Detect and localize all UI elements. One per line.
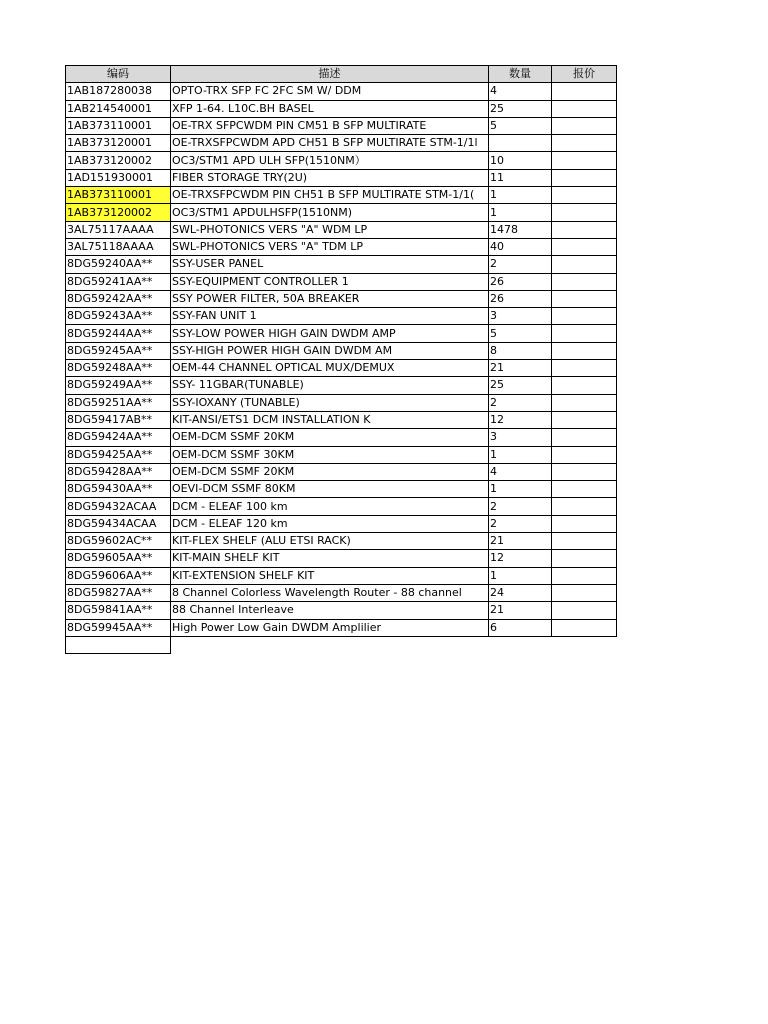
code-cell[interactable]: 8DG59243AA**	[66, 308, 171, 325]
table-row	[66, 394, 617, 411]
desc-cell[interactable]: OE-TRXSFPCWDM APD CH51 B SFP MULTIRATE STM-1/1l	[171, 135, 489, 152]
table-row	[66, 187, 617, 204]
price-cell[interactable]	[552, 169, 617, 186]
code-cell[interactable]: 8DG59424AA**	[66, 429, 171, 446]
desc-cell[interactable]: DCM - ELEAF 100 km	[171, 498, 489, 515]
qty-cell[interactable]: 40	[489, 238, 552, 255]
code-cell[interactable]: 8DG59417AB**	[66, 411, 171, 428]
table-row	[66, 411, 617, 428]
price-cell[interactable]	[552, 117, 617, 134]
desc-cell[interactable]: High Power Low Gain DWDM Amplilier	[171, 619, 489, 636]
qty-cell[interactable]: 10	[489, 152, 552, 169]
qty-cell[interactable]: 1	[489, 204, 552, 221]
header-cell-qty[interactable]: 数量	[489, 66, 552, 83]
price-cell[interactable]	[552, 584, 617, 601]
table-row	[66, 273, 617, 290]
code-cell[interactable]: 8DG59841AA**	[66, 602, 171, 619]
table-row	[66, 152, 617, 169]
table-body	[66, 83, 617, 654]
price-cell[interactable]	[552, 290, 617, 307]
desc-cell[interactable]: FIBER STORAGE TRY(2U)	[171, 169, 489, 186]
code-cell[interactable]: 1AB373120001	[66, 135, 171, 152]
table-row	[66, 550, 617, 567]
qty-cell[interactable]: 11	[489, 169, 552, 186]
price-cell[interactable]	[552, 446, 617, 463]
qty-cell[interactable]: 5	[489, 325, 552, 342]
qty-cell[interactable]: 8	[489, 342, 552, 359]
price-cell[interactable]	[552, 602, 617, 619]
desc-cell[interactable]: KIT-EXTENSION SHELF KIT	[171, 567, 489, 584]
qty-cell[interactable]: 1478	[489, 221, 552, 238]
code-cell[interactable]: 8DG59606AA**	[66, 567, 171, 584]
table-row	[66, 498, 617, 515]
qty-cell[interactable]: 1	[489, 446, 552, 463]
price-cell[interactable]	[552, 394, 617, 411]
table-row	[66, 567, 617, 584]
table-row	[66, 342, 617, 359]
header-cell-price[interactable]: 报价	[552, 66, 617, 83]
code-cell[interactable]: 8DG59605AA**	[66, 550, 171, 567]
desc-cell[interactable]: OE-TRX SFPCWDM PIN CM51 B SFP MULTIRATE	[171, 117, 489, 134]
code-cell[interactable]: 8DG59430AA**	[66, 481, 171, 498]
qty-cell[interactable]: 5	[489, 117, 552, 134]
code-cell[interactable]: 8DG59244AA**	[66, 325, 171, 342]
price-cell[interactable]	[552, 533, 617, 550]
price-cell[interactable]	[552, 377, 617, 394]
price-cell[interactable]	[552, 619, 617, 636]
code-cell[interactable]: 1AB373120002	[66, 204, 171, 221]
header-cell-code[interactable]: 编码	[66, 66, 171, 83]
table-row	[66, 602, 617, 619]
desc-cell[interactable]: KIT-ANSI/ETS1 DCM INSTALLATION K	[171, 411, 489, 428]
price-cell[interactable]	[552, 187, 617, 204]
code-cell[interactable]: 8DG59249AA**	[66, 377, 171, 394]
qty-cell[interactable]: 3	[489, 308, 552, 325]
price-cell[interactable]	[552, 273, 617, 290]
qty-cell[interactable]: 4	[489, 463, 552, 480]
spreadsheet-table	[65, 65, 617, 654]
table-row	[66, 584, 617, 601]
qty-cell[interactable]: 2	[489, 498, 552, 515]
code-cell[interactable]: 1AD151930001	[66, 169, 171, 186]
desc-cell[interactable]: OEM-DCM SSMF 30KM	[171, 446, 489, 463]
code-cell[interactable]: 1AB373110001	[66, 187, 171, 204]
code-cell[interactable]: 8DG59602AC**	[66, 533, 171, 550]
table-row	[66, 308, 617, 325]
table-row	[66, 325, 617, 342]
code-cell[interactable]: 8DG59240AA**	[66, 256, 171, 273]
table-row	[66, 100, 617, 117]
table-row	[66, 238, 617, 255]
qty-cell[interactable]: 1	[489, 567, 552, 584]
code-cell[interactable]: 8DG59251AA**	[66, 394, 171, 411]
empty-row	[66, 636, 617, 653]
table-row	[66, 221, 617, 238]
qty-cell[interactable]: 1	[489, 187, 552, 204]
empty-cell-unbordered	[489, 636, 552, 653]
empty-cell-unbordered	[552, 636, 617, 653]
desc-cell[interactable]: SSY-EQUIPMENT CONTROLLER 1	[171, 273, 489, 290]
desc-cell[interactable]: OC3/STM1 APD ULH SFP(1510NM）	[171, 152, 489, 169]
table-row	[66, 117, 617, 134]
table-row	[66, 429, 617, 446]
empty-cell[interactable]	[66, 636, 171, 653]
qty-cell[interactable]	[489, 135, 552, 152]
code-cell[interactable]: 1AB373120002	[66, 152, 171, 169]
table-row	[66, 377, 617, 394]
desc-cell[interactable]: OEM-DCM SSMF 20KM	[171, 429, 489, 446]
price-cell[interactable]	[552, 135, 617, 152]
table-row	[66, 515, 617, 532]
code-cell[interactable]: 8DG59432ACAA	[66, 498, 171, 515]
desc-cell[interactable]: DCM - ELEAF 120 km	[171, 515, 489, 532]
qty-cell[interactable]: 6	[489, 619, 552, 636]
code-cell[interactable]: 3AL75118AAAA	[66, 238, 171, 255]
table-row	[66, 256, 617, 273]
qty-cell[interactable]: 2	[489, 256, 552, 273]
table-row	[66, 446, 617, 463]
table-row	[66, 619, 617, 636]
code-cell[interactable]: 8DG59434ACAA	[66, 515, 171, 532]
code-cell[interactable]: 1AB373110001	[66, 117, 171, 134]
desc-cell[interactable]: OE-TRXSFPCWDM PIN CH51 B SFP MULTIRATE STM-1/1(	[171, 187, 489, 204]
qty-cell[interactable]: 26	[489, 290, 552, 307]
price-cell[interactable]	[552, 238, 617, 255]
qty-cell[interactable]: 21	[489, 602, 552, 619]
desc-cell[interactable]: SWL-PHOTONICS VERS "A" TDM LP	[171, 238, 489, 255]
table-row	[66, 135, 617, 152]
price-cell[interactable]	[552, 325, 617, 342]
code-cell[interactable]: 8DG59425AA**	[66, 446, 171, 463]
desc-cell[interactable]: SSY-LOW POWER HIGH GAIN DWDM AMP	[171, 325, 489, 342]
desc-cell[interactable]: SSY- 11GBAR(TUNABLE)	[171, 377, 489, 394]
desc-cell[interactable]: SSY POWER FILTER, 50A BREAKER	[171, 290, 489, 307]
code-cell[interactable]: 8DG59248AA**	[66, 360, 171, 377]
qty-cell[interactable]: 25	[489, 377, 552, 394]
price-cell[interactable]	[552, 308, 617, 325]
price-cell[interactable]	[552, 83, 617, 100]
qty-cell[interactable]: 1	[489, 481, 552, 498]
qty-cell[interactable]: 25	[489, 100, 552, 117]
desc-cell[interactable]: 8 Channel Colorless Wavelength Router - 88 channel	[171, 584, 489, 601]
qty-cell[interactable]: 26	[489, 273, 552, 290]
price-cell[interactable]	[552, 152, 617, 169]
table-row	[66, 204, 617, 221]
desc-cell[interactable]: OEVI-DCM SSMF 80KM	[171, 481, 489, 498]
desc-cell[interactable]: OEM-DCM SSMF 20KM	[171, 463, 489, 480]
qty-cell[interactable]: 12	[489, 411, 552, 428]
table-row	[66, 83, 617, 100]
qty-cell[interactable]: 24	[489, 584, 552, 601]
qty-cell[interactable]: 2	[489, 515, 552, 532]
code-cell[interactable]: 3AL75117AAAA	[66, 221, 171, 238]
table-row	[66, 360, 617, 377]
table-row	[66, 169, 617, 186]
price-cell[interactable]	[552, 342, 617, 359]
desc-cell[interactable]: SWL-PHOTONICS VERS "A" WDM LP	[171, 221, 489, 238]
qty-cell[interactable]: 21	[489, 360, 552, 377]
code-cell[interactable]: 8DG59245AA**	[66, 342, 171, 359]
code-cell[interactable]: 8DG59945AA**	[66, 619, 171, 636]
desc-cell[interactable]: SSY-USER PANEL	[171, 256, 489, 273]
desc-cell[interactable]: XFP 1-64. L10C.BH BASEL	[171, 100, 489, 117]
header-row	[66, 66, 617, 83]
price-cell[interactable]	[552, 515, 617, 532]
qty-cell[interactable]: 2	[489, 394, 552, 411]
price-cell[interactable]	[552, 550, 617, 567]
desc-cell[interactable]: SSY-FAN UNIT 1	[171, 308, 489, 325]
price-cell[interactable]	[552, 256, 617, 273]
qty-cell[interactable]: 12	[489, 550, 552, 567]
desc-cell[interactable]: KIT-FLEX SHELF (ALU ETSI RACK)	[171, 533, 489, 550]
price-cell[interactable]	[552, 429, 617, 446]
desc-cell[interactable]: SSY-HIGH POWER HIGH GAIN DWDM AM	[171, 342, 489, 359]
table-row	[66, 290, 617, 307]
code-cell[interactable]: 8DG59242AA**	[66, 290, 171, 307]
price-cell[interactable]	[552, 221, 617, 238]
code-cell[interactable]: 8DG59241AA**	[66, 273, 171, 290]
price-cell[interactable]	[552, 411, 617, 428]
price-cell[interactable]	[552, 498, 617, 515]
price-cell[interactable]	[552, 463, 617, 480]
desc-cell[interactable]: 88 Channel Interleave	[171, 602, 489, 619]
desc-cell[interactable]: OEM-44 CHANNEL OPTICAL MUX/DEMUX	[171, 360, 489, 377]
price-cell[interactable]	[552, 481, 617, 498]
table-row	[66, 481, 617, 498]
price-cell[interactable]	[552, 100, 617, 117]
empty-cell-unbordered	[171, 636, 489, 653]
price-cell[interactable]	[552, 567, 617, 584]
table-row	[66, 463, 617, 480]
qty-cell[interactable]: 4	[489, 83, 552, 100]
desc-cell[interactable]: OPTO-TRX SFP FC 2FC SM W/ DDM	[171, 83, 489, 100]
table-header	[66, 66, 617, 83]
code-cell[interactable]: 8DG59428AA**	[66, 463, 171, 480]
table-row	[66, 533, 617, 550]
qty-cell[interactable]: 3	[489, 429, 552, 446]
code-cell[interactable]: 1AB214540001	[66, 100, 171, 117]
desc-cell[interactable]: OC3/STM1 APDULHSFP(1510NM)	[171, 204, 489, 221]
qty-cell[interactable]: 21	[489, 533, 552, 550]
desc-cell[interactable]: KIT-MAIN SHELF KIT	[171, 550, 489, 567]
header-cell-desc[interactable]: 描述	[171, 66, 489, 83]
code-cell[interactable]: 8DG59827AA**	[66, 584, 171, 601]
price-cell[interactable]	[552, 204, 617, 221]
code-cell[interactable]: 1AB187280038	[66, 83, 171, 100]
price-cell[interactable]	[552, 360, 617, 377]
desc-cell[interactable]: SSY-IOXANY (TUNABLE)	[171, 394, 489, 411]
